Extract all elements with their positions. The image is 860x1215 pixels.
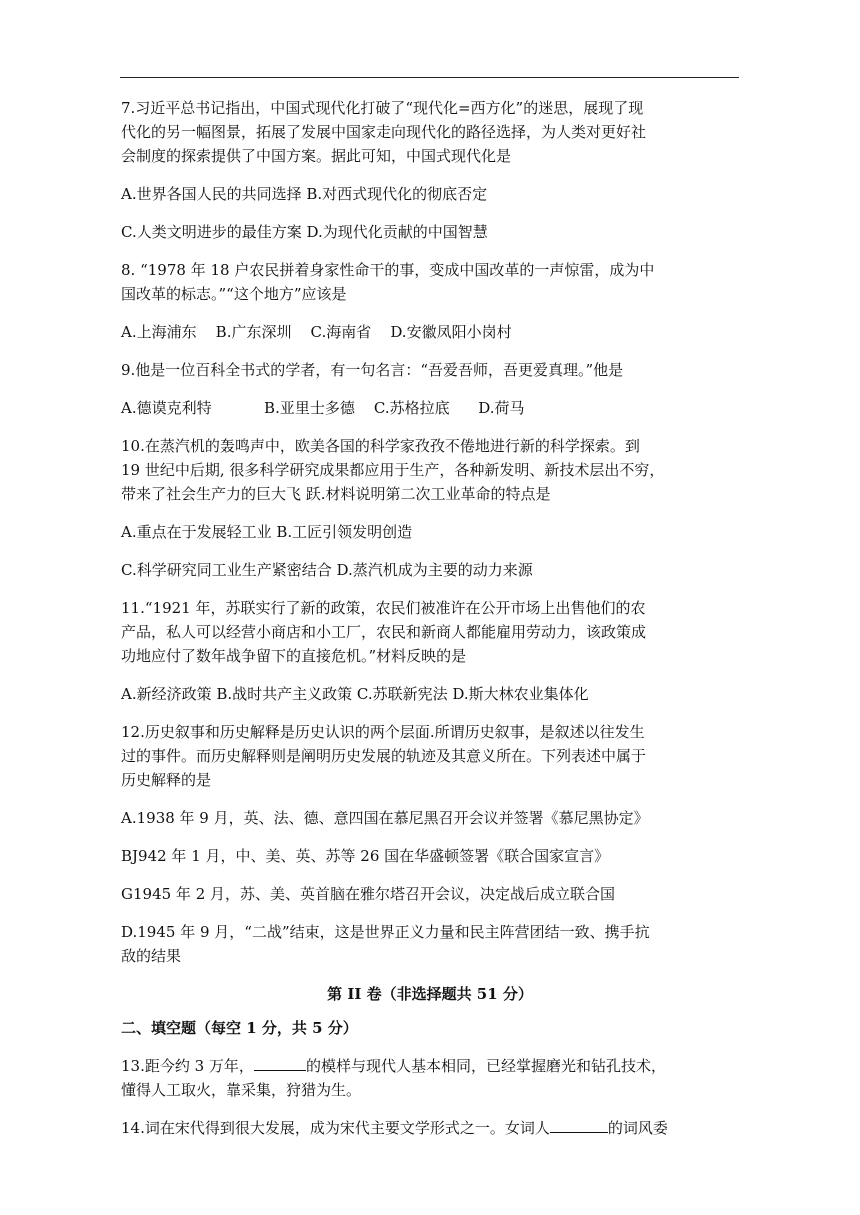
question-10-options-ab: A.重点在于发展轻工业 B.工匠引领发明创造 [121, 523, 413, 541]
question-9-options: A.德谟克利特 B.亚里士多德 C.苏格拉底 D.荷马 [121, 399, 525, 417]
question-11-line: 功地应付了数年战争留下的直接危机。”材料反映的是 [121, 647, 467, 665]
question-7 [121, 96, 739, 168]
question-8-line: 8. “1978 年 18 户农民拼着身家性命干的事，变成中国改革的一声惊雷，成为中 [121, 261, 655, 279]
question-13-text-before: 13.距今约 3 万年， [121, 1057, 254, 1075]
question-7-line: 7.习近平总书记指出，中国式现代化打破了“现代化=西方化”的迷思，展现了现 [121, 99, 644, 117]
question-11-options: A.新经济政策 B.战时共产主义政策 C.苏联新宪法 D.斯大林农业集体化 [121, 685, 589, 703]
section-2-heading: 二、填空题（每空 1 分，共 5 分） [121, 1019, 358, 1037]
question-11-line: 产品，私人可以经营小商店和小工厂，农民和新商人都能雇用劳动力，该政策成 [121, 623, 647, 641]
question-12-option-c: G1945 年 2 月，苏、美、英首脑在雅尔塔召开会议，决定战后成立联合国 [121, 885, 616, 903]
question-14-line-1 [121, 1116, 739, 1140]
question-10 [121, 434, 739, 506]
question-13-blank[interactable] [254, 1056, 306, 1071]
question-7-options-cd: C.人类文明进步的最佳方案 D.为现代化贡献的中国智慧 [121, 223, 488, 241]
question-8 [121, 258, 739, 306]
question-12-option-d-line: D.1945 年 9 月，“二战”结束，这是世界正义力量和民主阵营团结一致、携手抗 [121, 923, 650, 941]
question-8-options: A.上海浦东 B.广东深圳 C.海南省 D.安徽凤阳小岗村 [121, 323, 512, 341]
question-13-line-2: 懂得人工取火，靠采集，狩猎为生。 [121, 1081, 362, 1099]
question-14 [121, 1116, 739, 1140]
question-14-text-after: 的词风委 [607, 1119, 668, 1137]
question-10-line: 19 世纪中后期, 很多科学研究成果都应用于生产，各种新发明、新技术层出不穷， [121, 461, 665, 479]
question-11-line: 11.“1921 年，苏联实行了新的政策，农民们被准许在公开市场上出售他们的农 [121, 599, 646, 617]
question-12-line: 过的事件。而历史解释则是阐明历史发展的轨迹及其意义所在。下列表述中属于 [121, 747, 647, 765]
question-13 [121, 1054, 739, 1102]
question-12-option-d-line: 敌的结果 [121, 947, 182, 965]
question-13-text-after: 的模样与现代人基本相同，已经掌握磨光和钻孔技术， [305, 1057, 666, 1075]
question-10-options-cd: C.科学研究同工业生产紧密结合 D.蒸汽机成为主要的动力来源 [121, 561, 533, 579]
question-8-line: 国改革的标志。”“这个地方”应该是 [121, 285, 347, 303]
question-9: 9.他是一位百科全书式的学者，有一句名言：“吾爱吾师，吾更爱真理。”他是 [121, 361, 624, 379]
question-12-line: 历史解释的是 [121, 771, 212, 789]
section-2-title: 第 II 卷（非选择题共 51 分） [327, 985, 533, 1003]
question-14-blank[interactable] [550, 1118, 608, 1133]
question-7-line: 代化的另一幅图景，拓展了发展中国家走向现代化的路径选择，为人类对更好社 [121, 123, 647, 141]
question-12-option-a: A.1938 年 9 月，英、法、德、意四国在慕尼黑召开会议并签署《慕尼黑协定》 [121, 809, 649, 827]
question-12-option-d [121, 920, 739, 968]
question-7-line: 会制度的探索提供了中国方案。据此可知，中国式现代化是 [121, 147, 512, 165]
question-10-line: 带来了社会生产力的巨大飞 跃.材料说明第二次工业革命的特点是 [121, 485, 551, 503]
question-12 [121, 720, 739, 792]
question-7-options-ab: A.世界各国人民的共同选择 B.对西式现代化的彻底否定 [121, 185, 488, 203]
question-11 [121, 596, 739, 668]
question-13-line-1 [121, 1054, 739, 1078]
question-12-line: 12.历史叙事和历史解释是历史认识的两个层面.所谓历史叙事，是叙述以往发生 [121, 723, 645, 741]
question-10-line: 10.在蒸汽机的轰鸣声中，欧美各国的科学家孜孜不倦地进行新的科学探索。到 [121, 437, 640, 455]
question-12-option-b: BJ942 年 1 月，中、美、英、苏等 26 国在华盛顿签署《联合国家宣言》 [121, 847, 610, 865]
header-rule [120, 77, 739, 78]
question-14-text-before: 14.词在宋代得到很大发展，成为宋代主要文学形式之一。女词人 [121, 1119, 550, 1137]
exam-content [121, 96, 739, 1154]
